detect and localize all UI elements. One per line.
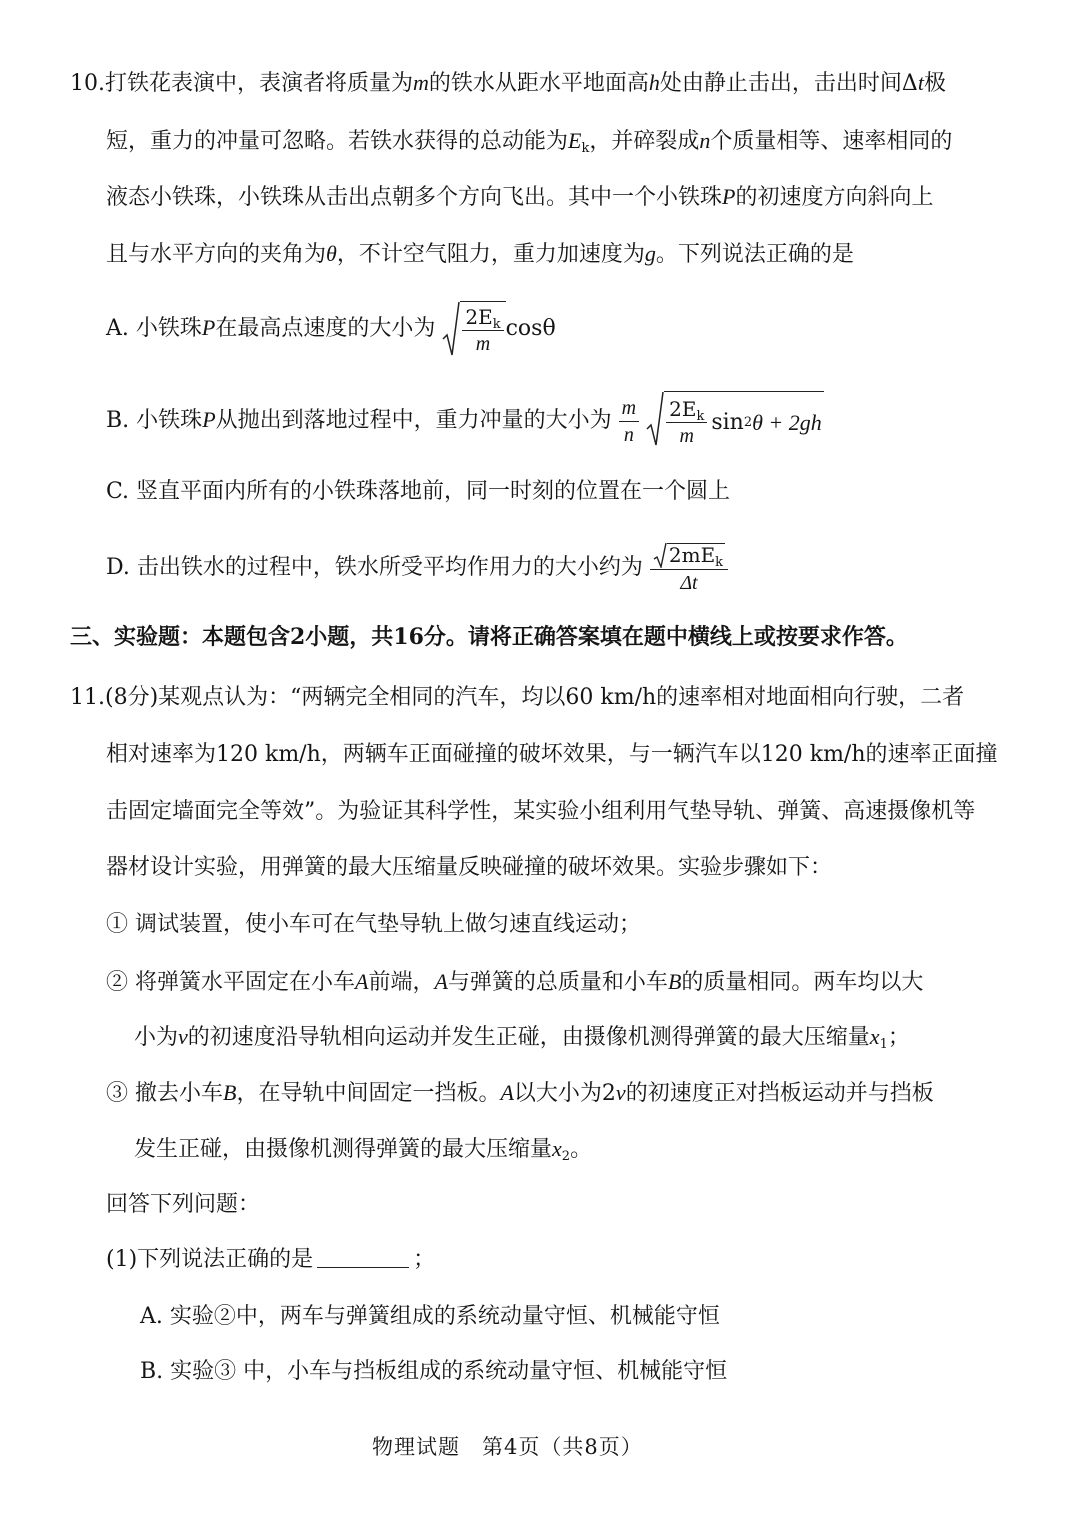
q10-number: 10. [70,71,105,96]
q11-sub-question-1: (1)下列说法正确的是 ； [106,1247,436,1272]
q10-option-a: A. 小铁珠P在最高点速度的大小为 $\frac{2E_k}{m}$ cosθ [106,300,556,360]
footer-subject: 物理试题 [372,1435,460,1459]
q11-step-2: ② 将弹簧水平固定在小车A前端，A与弹簧的总质量和小车B的质量相同。两车均以大 [106,969,924,995]
q10-line-1: 10.打铁花表演中，表演者将质量为m的铁水从距水平地面高h处由静止击出，击出时间Δt极 [70,70,946,96]
q10-option-c: C. 竖直平面内所有的小铁珠落地前，同一时刻的位置在一个圆上 [106,479,731,504]
radical-sign-icon [646,391,664,447]
q10-option-b: B. 小铁珠P从抛出到落地过程中，重力冲量的大小为 $\frac{m}{n}$ $\frac{2E_k}{m}$ sin 2 θ + 2gh [106,391,824,451]
q11-line-3: 击固定墙面完全等效”。为验证其科学性，某实验小组利用气垫导轨、弹簧、高速摄像机等 [106,799,976,824]
q10-line-3: 液态小铁珠，小铁珠从击出点朝多个方向飞出。其中一个小铁珠P的初速度方向斜向上 [106,184,934,210]
q11-line-1: 11.(8分)某观点认为：“两辆完全相同的汽车，均以60 km/h的速率相对地面相向行驶，二者 [70,685,965,710]
answer-blank[interactable] [317,1249,409,1268]
sqrt-expression: $\frac{2E_k}{m}$ [442,301,505,357]
q11-option-b: B. 实验③ 中，小车与挡板组成的系统动量守恒、机械能守恒 [140,1359,728,1384]
q10-line-4: 且与水平方向的夹角为θ，不计空气阻力，重力加速度为g。下列说法正确的是 [106,241,854,267]
q11-step-3: ③ 撤去小车B，在导轨中间固定一挡板。A以大小为2v的初速度正对挡板运动并与挡板 [106,1080,934,1106]
force-fraction: $\frac{2mE_k}{\Delta t}$ [650,542,728,595]
q10-option-d: D. 击出铁水的过程中，铁水所受平均作用力的大小约为 $\frac{2mE_k}{\Delta t}$ [106,540,728,600]
radical-sign-icon [442,301,460,357]
sqrt-expression: $\frac{2E_k}{m}$ sin 2 θ + 2gh [646,391,824,451]
section-heading: 三、实验题：本题包含2小题，共16分。请将正确答案填在题中横线上或按要求作答。 [70,624,908,650]
q11-line-2: 相对速率为120 km/h，两辆车正面碰撞的破坏效果，与一辆汽车以120 km/h的速率正面撞 [106,742,998,767]
q11-option-a: A. 实验②中，两车与弹簧组成的系统动量守恒、机械能守恒 [140,1304,720,1329]
q11-step-3-cont: 发生正碰，由摄像机测得弹簧的最大压缩量$x_2$。 [134,1136,593,1164]
fraction-m-over-n: $\frac{m}{n}$ [619,396,639,447]
page-footer [372,1432,643,1462]
q11-step-2-cont: 小为v的初速度沿导轨相向运动并发生正碰，由摄像机测得弹簧的最大压缩量$x_1$； [134,1024,910,1052]
radical-sign-icon [653,542,667,568]
answer-prompt: 回答下列问题： [106,1192,261,1217]
q10-line-2: 短，重力的冲量可忽略。若铁水获得的总动能为$E_k$，并碎裂成n个质量相等、速率相同的 [106,128,953,156]
q11-number: 11. [70,685,105,710]
footer-page-number: 第4页（共8页） [482,1435,643,1459]
q11-step-1: ① 调试装置，使小车可在气垫导轨上做匀速直线运动； [106,912,641,937]
q11-line-4: 器材设计实验，用弹簧的最大压缩量反映碰撞的破坏效果。实验步骤如下： [106,855,833,880]
